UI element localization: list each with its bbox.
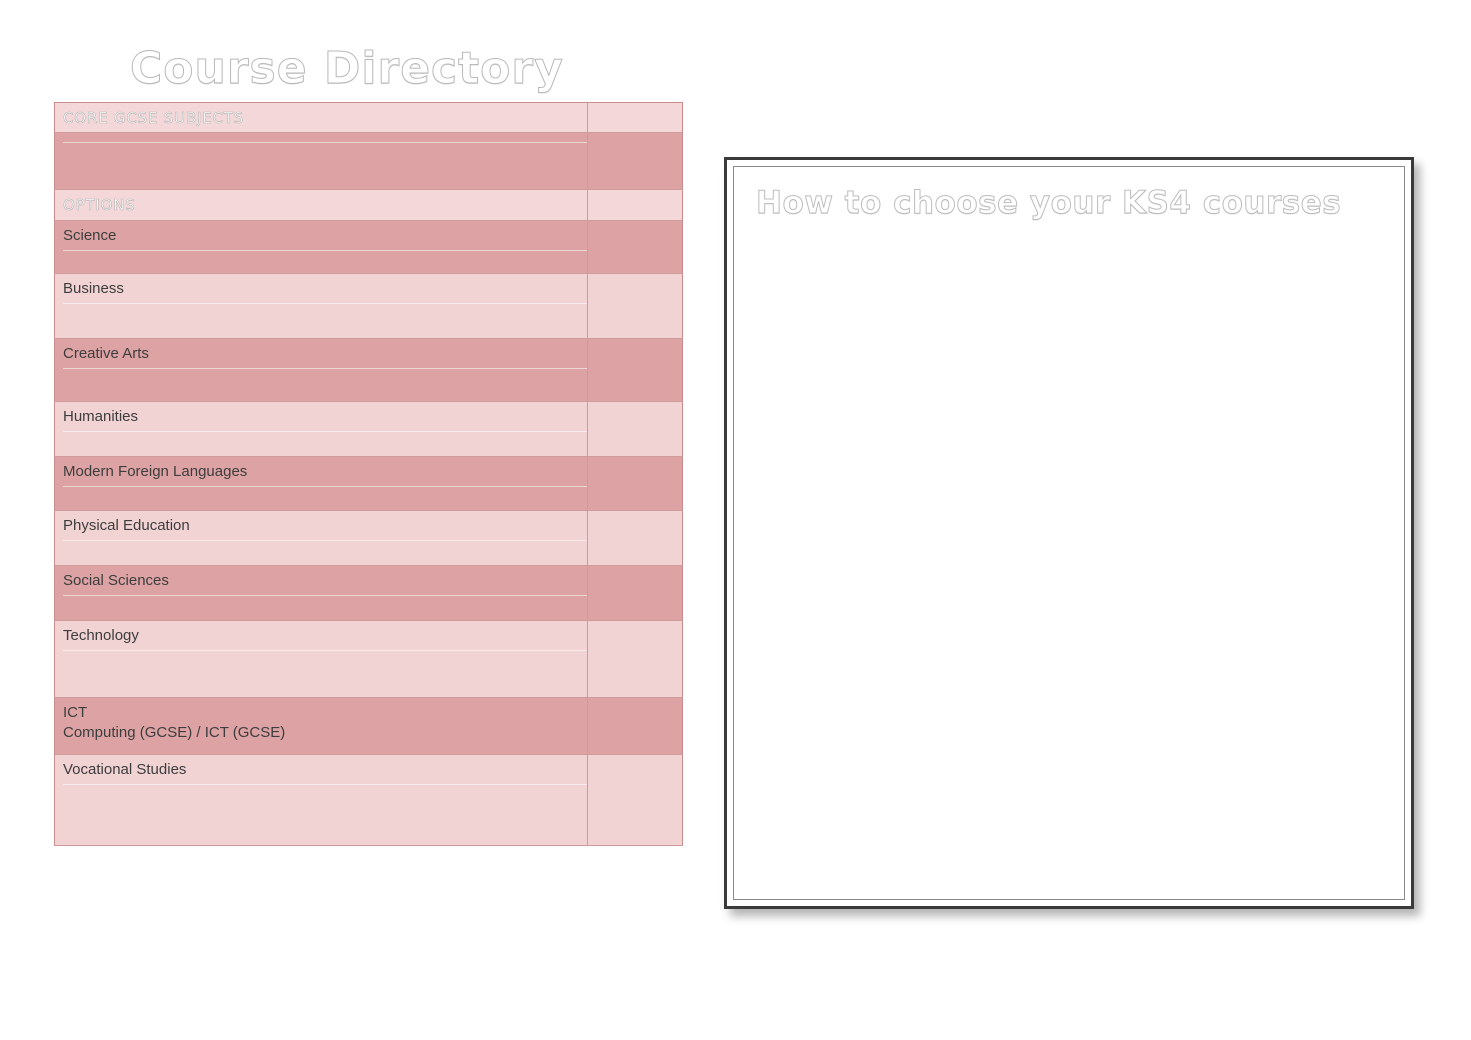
- how-to-choose-body: [756, 233, 1382, 833]
- section-header-core: CORE GCSE SUBJECTS: [63, 109, 245, 128]
- table-row: [55, 133, 683, 190]
- how-to-choose-inner-frame: [733, 166, 1405, 900]
- table-row-creative-arts: [55, 338, 683, 401]
- category-side-cell-physical-education: [588, 510, 683, 565]
- category-side-cell: [588, 133, 683, 190]
- category-label-ict: ICT: [63, 703, 88, 721]
- how-to-choose-title: How to choose your KS4 courses: [756, 185, 1342, 221]
- section-header-core-side: [588, 103, 683, 133]
- how-to-choose-panel: [724, 157, 1414, 909]
- table-row-social-sciences: [55, 565, 683, 620]
- row-inner-rule: [63, 540, 587, 541]
- category-label-business: Business: [63, 279, 124, 297]
- page-title: Course Directory: [130, 43, 564, 94]
- row-inner-rule: [63, 431, 587, 432]
- category-side-cell-science: [588, 220, 683, 273]
- category-label-mfl: Modern Foreign Languages: [63, 462, 248, 480]
- course-directory-panel: [54, 43, 666, 846]
- category-side-cell-ict: [588, 697, 683, 754]
- category-label-technology: Technology: [63, 626, 139, 644]
- category-side-cell-technology: [588, 620, 683, 697]
- category-label-humanities: Humanities: [63, 407, 139, 425]
- table-row-core-header: [55, 103, 683, 133]
- table-row-business: [55, 273, 683, 338]
- table-row-options-header: [55, 190, 683, 220]
- row-inner-rule: [63, 595, 587, 596]
- table-row-vocational-studies: [55, 754, 683, 845]
- category-label-social-sciences: Social Sciences: [63, 571, 169, 589]
- course-list-ict: Computing (GCSE) / ICT (GCSE): [63, 723, 286, 741]
- category-side-cell-vocational-studies: [588, 754, 683, 845]
- category-side-cell-social-sciences: [588, 565, 683, 620]
- category-side-cell-humanities: [588, 401, 683, 456]
- category-label-science: Science: [63, 226, 117, 244]
- row-inner-rule: [63, 486, 587, 487]
- row-inner-rule: [63, 250, 587, 251]
- table-row-ict: [55, 697, 683, 754]
- row-inner-rule: [63, 303, 587, 304]
- category-label-vocational-studies: Vocational Studies: [63, 760, 187, 778]
- category-label-physical-education: Physical Education: [63, 516, 190, 534]
- row-inner-rule: [63, 650, 587, 651]
- category-side-cell-creative-arts: [588, 338, 683, 401]
- table-row-physical-education: [55, 510, 683, 565]
- table-row-mfl: [55, 456, 683, 510]
- table-row-technology: [55, 620, 683, 697]
- category-side-cell-business: [588, 273, 683, 338]
- section-header-options-side: [588, 190, 683, 220]
- course-directory-table: [54, 102, 683, 846]
- row-inner-rule: [63, 142, 587, 143]
- table-row-humanities: [55, 401, 683, 456]
- category-side-cell-mfl: [588, 456, 683, 510]
- category-label-creative-arts: Creative Arts: [63, 344, 149, 362]
- row-inner-rule: [63, 368, 587, 369]
- section-header-options: OPTIONS: [63, 196, 136, 215]
- row-inner-rule: [63, 784, 587, 785]
- table-row-science: [55, 220, 683, 273]
